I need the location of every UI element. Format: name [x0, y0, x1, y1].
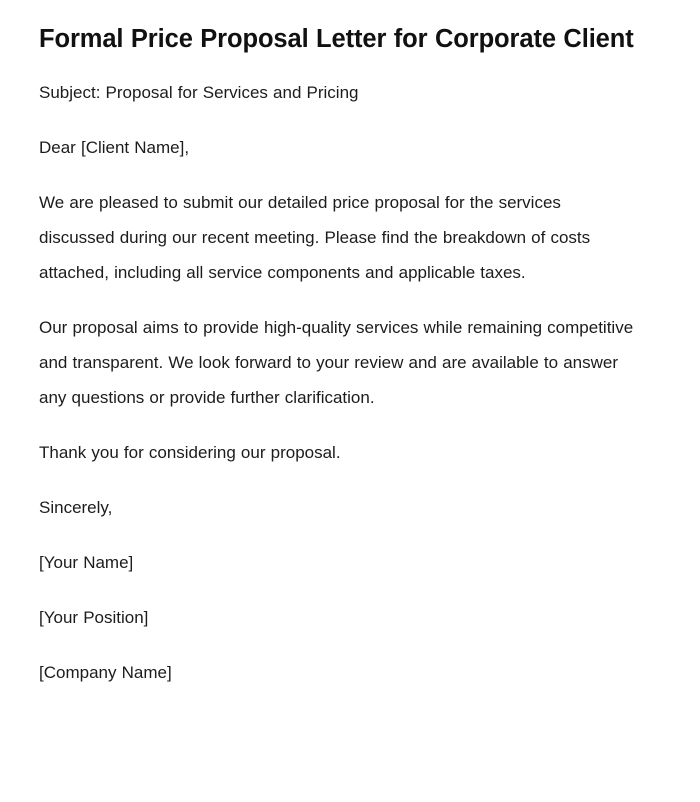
letter-paragraph-2: Our proposal aims to provide high-quality services while remaining competitive and transparent. We look forward to your review and are available to answer any questions or provide further clarification.	[39, 318, 634, 407]
letter-salutation: Dear [Client Name],	[39, 138, 190, 157]
letter-subject-line: Subject: Proposal for Services and Pricing	[39, 83, 359, 102]
signature-company: [Company Name]	[39, 663, 172, 682]
page-title: Formal Price Proposal Letter for Corporate Client	[39, 25, 634, 53]
letter-body	[39, 75, 641, 690]
signature-position: [Your Position]	[39, 608, 149, 627]
letter-paragraph-1: We are pleased to submit our detailed price proposal for the services discussed during our recent meeting. Please find the breakdown of costs attached, including all service components and applicable taxes.	[39, 193, 591, 282]
letter-sign-off: Sincerely,	[39, 498, 113, 517]
letter-closing-thanks: Thank you for considering our proposal.	[39, 443, 341, 462]
signature-name: [Your Name]	[39, 553, 134, 572]
